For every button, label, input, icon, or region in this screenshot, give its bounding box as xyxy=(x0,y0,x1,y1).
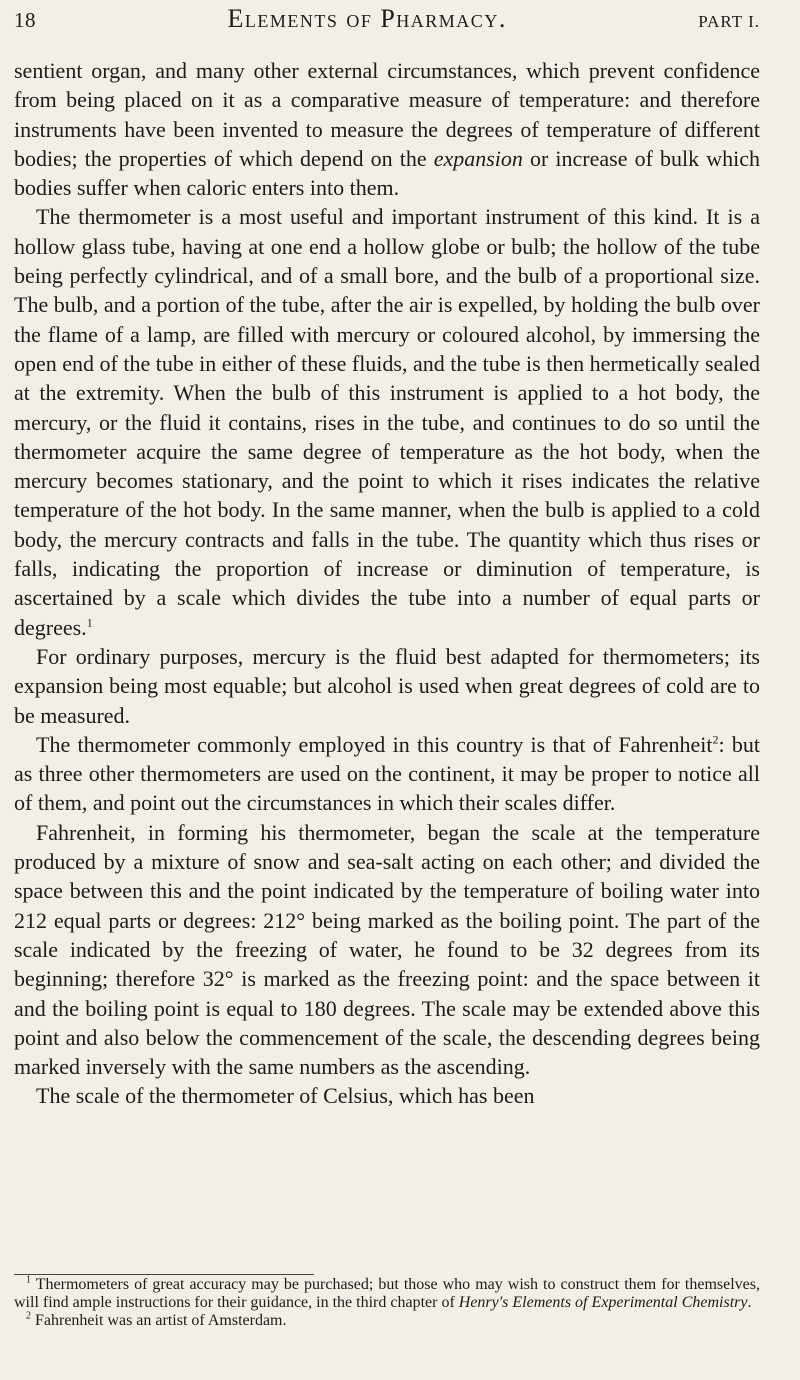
running-header xyxy=(14,4,760,40)
body-text xyxy=(14,56,760,1111)
paragraph-5: Fahrenheit, in forming his thermometer, began the scale at the temperature produced by a mixture of snow and sea-salt acting on each other; and divided the space between this and the point indicated by the temperature of boiling water into 212 equal parts or degrees: 212° being marked as the boiling point. The part of the scale indicated by the freezing of water, he found to be 32 degrees from its beginning; therefore 32° is marked as the freezing point: and the space between it and the boiling point is equal to 180 degrees. The scale may be extended above this point and also below the commencement of the scale, the descending degrees being marked inversely with the same numbers as the ascending. xyxy=(14,819,760,1080)
paragraph-1: sentient organ, and many other external circumstances, which prevent confidence from being placed on it as a comparative measure of temperature: and therefore instruments have been invented to measure the degrees of temperature of different bodies; the properties of which depend on the expansion or increase of bulk which bodies suffer when caloric enters into them. xyxy=(14,58,760,201)
paragraph-4: The thermometer commonly employed in this country is that of Fahrenheit$^2$: but as three other thermometers are used on the continent, it may be proper to notice all of them, and point out the circumstances in which their scales differ. xyxy=(14,731,760,816)
page-number: 18 xyxy=(14,8,36,32)
paragraph-6: The scale of the thermometer of Celsius, which has been xyxy=(36,1083,535,1109)
footnote-ref-2: 2 xyxy=(712,732,719,747)
part-label: PART I. xyxy=(698,12,760,31)
emphasis-book-title: Henry's Elements of Experimental Chemistry xyxy=(458,1294,748,1311)
footnote-1: $^1$ Thermometers of great accuracy may be purchased; but those who may wish to construct them for themselves, will find ample instructions for their guidance, in the third chapter of Henry's Elements of Experimental Chemistry. xyxy=(14,1274,760,1311)
footnote-ref-1: 1 xyxy=(86,615,93,630)
footnote-divider xyxy=(14,1274,314,1275)
paragraph-2: The thermometer is a most useful and important instrument of this kind. It is a hollow glass tube, having at one end a hollow globe or bulb; the hollow of the tube being perfectly cylindrical, and of a small bore, and the bulb of a proportional size. The bulb, and a portion of the tube, after the air is expelled, by holding the bulb over the flame of a lamp, are filled with mercury or coloured alcohol, by immersing the open end of the tube in either of these fluids, and the tube is then hermetically sealed at the extremity. When the bulb of this instrument is applied to a hot body, the mercury, or the fluid it contains, rises in the tube, and continues to do so until the thermometer acquire the same degree of temperature as the hot body, when the mercury becomes stationary, and the point to which it rises indicates the relative temperature of the hot body. In the same manner, when the bulb is applied to a cold body, the mercury contracts and falls in the tube. The quantity which thus rises or falls, indicating the proportion of increase or diminution of temperature, is ascertained by a scale which divides the tube into a number of equal parts or degrees.$^1$ xyxy=(14,204,760,640)
footnotes xyxy=(14,1276,760,1330)
emphasis-expansion: expansion xyxy=(433,145,523,171)
footnote-2: $^2$ Fahrenheit was an artist of Amsterdam. xyxy=(26,1310,287,1329)
paragraph-3: For ordinary purposes, mercury is the fluid best adapted for thermometers; its expansion being most equable; but alcohol is used when great degrees of cold are to be measured. xyxy=(14,643,760,728)
running-title: Elements of Pharmacy. xyxy=(227,4,507,33)
